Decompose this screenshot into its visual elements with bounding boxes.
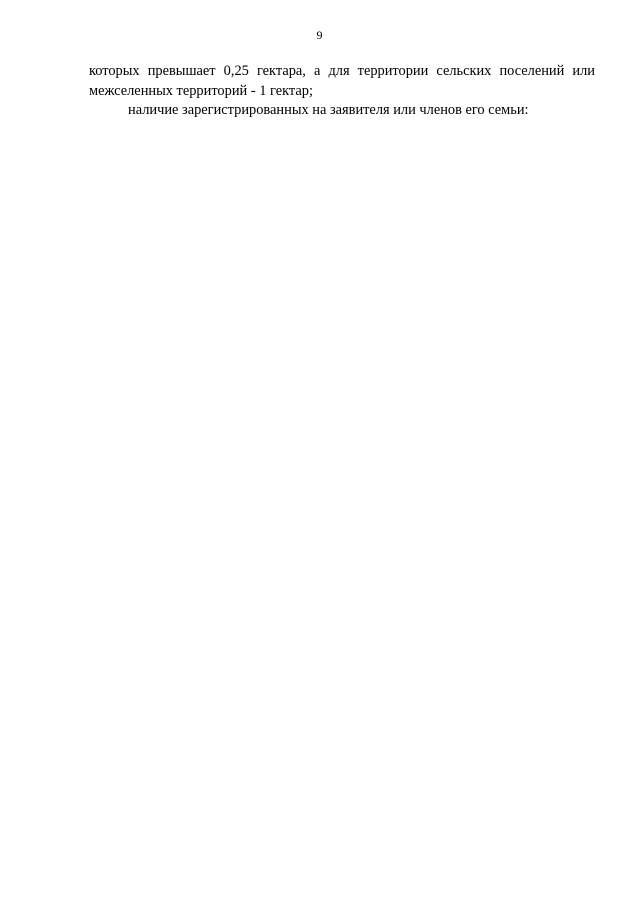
page-number: 9 [316,28,323,42]
body-text [89,62,595,121]
paragraph: наличие зарегистрированных на заявителя или членов его семьи: [128,102,529,119]
paragraph: которых превышает 0,25 гектара, а для территории сельских поселений или межселенных территорий - 1 гектар; [89,63,595,99]
